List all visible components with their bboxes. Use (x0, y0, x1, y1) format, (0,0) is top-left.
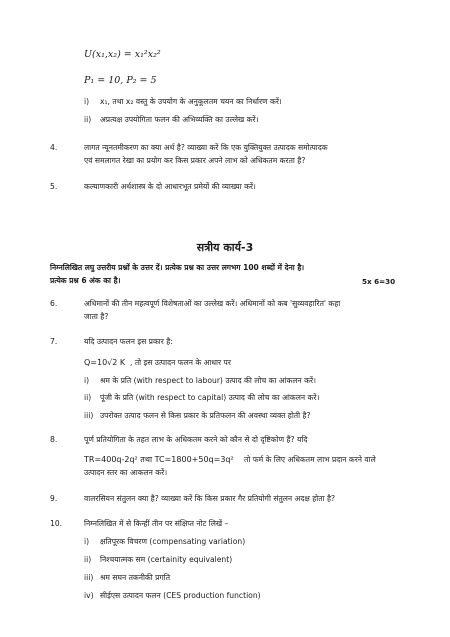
price-values: P₁ = 10, P₂ = 5 (84, 75, 157, 86)
sub-i-text: x₁, तथा x₂ वस्तु के उपयोग के अनुकूलतम चयन का निर्धारण करें। (100, 97, 282, 106)
question-text: वालरसियन संतुलन क्या है? व्याख्या करें कि किस प्रकार गैर प्रतियोगी संतुलन अदक्ष होता है? (84, 494, 336, 503)
profit-formula: TR=400q-2q² तथा TC=1800+50q=3q² (84, 455, 234, 464)
question-number: 5. (50, 182, 58, 191)
question-text: तो फर्म के लिए अधिकतम लाभ प्रदान करने वाले (244, 455, 376, 464)
sub-i-marker: i) (84, 97, 90, 106)
question-number: 6. (50, 299, 58, 308)
question-text: कल्याणकारी अर्थशास्त्र के दो आधारभूत प्रमेयों की व्याख्या करें। (84, 182, 256, 191)
sub-ii-text: अप्रत्यक्ष उपयोगिता फलन की अभिव्यक्ति का उल्लेख करें। (100, 115, 259, 124)
note-item-marker: iii) (84, 573, 94, 582)
question-text: लागत न्यूनतमीकरण का क्या अर्थ है? व्याख्या करें कि एक युक्तियुक्त उत्पादक समोत्पादक (84, 143, 328, 152)
section-instruction: प्रत्येक प्रश्न 6 अंक का है। (50, 276, 121, 285)
sub-marker: i) (84, 376, 90, 385)
question-text: यदि उत्पादन फलन इस प्रकार है: (84, 337, 173, 346)
note-item-marker: ii) (84, 555, 92, 564)
sub-marker: ii) (84, 393, 92, 402)
sub-ii-marker: ii) (84, 115, 92, 124)
question-text: उत्पादन स्तर का आकलन करें। (84, 468, 168, 477)
sub-marker: iii) (84, 411, 94, 420)
sub-text: श्रम के प्रति (with respect to labour) उत्पाद की लोच का आंकलन करें। (100, 376, 316, 385)
production-formula: Q=10√2 K (84, 358, 126, 367)
note-item-text: क्षतिपूरक विचरण (compensating variation) (100, 537, 246, 546)
question-number: 8. (50, 435, 58, 444)
note-item-text: सीईएस उत्पादन फलन (CES production function) (100, 591, 261, 600)
question-number: 9. (50, 494, 58, 503)
note-item-text: निश्चयात्मक सम (certainity equivalent) (100, 555, 233, 564)
question-number: 4. (50, 143, 58, 152)
note-item-marker: iv) (84, 591, 94, 600)
question-text: एवं समलागत रेखा का प्रयोग कर किस प्रकार अपने लाभ को अधिकतम करता है? (84, 156, 306, 165)
utility-function: U(x₁,x₂) = x₁²x₂² (84, 49, 161, 60)
section-title: सत्रीय कार्य-3 (196, 241, 254, 254)
marks-total: 5x 6=30 (362, 277, 396, 286)
question-text: निम्नलिखित में से किन्हीं तीन पर संक्षिप्त नोट लिखें – (84, 519, 229, 528)
question-number: 10. (50, 519, 63, 528)
formula-note: , तो इस उत्पादन फलन के आधार पर (130, 358, 231, 367)
section-instruction: निम्नलिखित लघु उत्तरीय प्रश्नों के उत्तर दें। प्रत्येक प्रश्न का उत्तर लगभग 100 शब्दों में देना है। (50, 263, 305, 272)
question-text: जाता है? (84, 312, 109, 321)
note-item-marker: i) (84, 537, 90, 546)
note-item-text: श्रम सघन तकनीकी प्रगति (100, 573, 171, 582)
sub-text: पूंजी के प्रति (with respect to capital) उत्पाद की लोच का आंकलन करें। (100, 393, 320, 402)
question-text: पूर्ण प्रतियोगिता के तहत लाभ के अधिकतम करने को कौन से दो दृष्टिकोण हैं? यदि (84, 435, 308, 444)
sub-text: उपरोक्त उत्पाद फलन से किस प्रकार के प्रतिफलन की अवस्था व्यक्त होती है? (100, 411, 311, 420)
question-number: 7. (50, 337, 58, 346)
question-text: अधिमानों की तीन महत्वपूर्ण विशेषताओं का उल्लेख करें। अधिमानों को कब 'सुव्यवहारित' कहा (84, 299, 341, 308)
